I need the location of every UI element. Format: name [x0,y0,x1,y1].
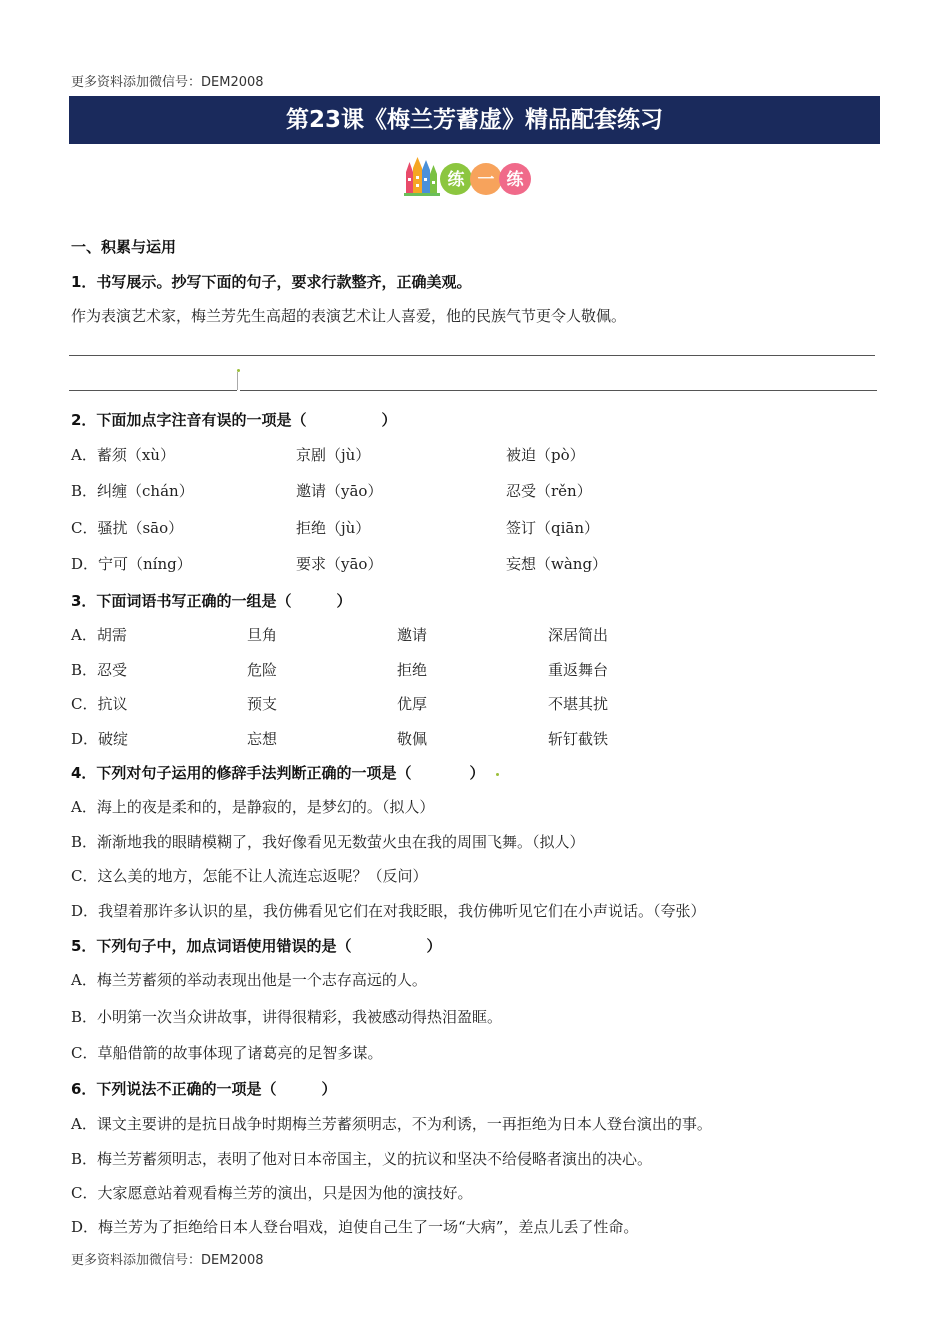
q6-option-a: A．课文主要讲的是抗日战争时期梅兰芳蓄须明志，不为利诱，一再拒绝为日本人登台演出的事。 [71,1115,712,1133]
q2-option-a-1: A．蓄须（xù） [71,446,175,464]
q3-c-2: 预支 [247,695,278,713]
q2-option-d-3: 妄想（wàng） [506,555,608,573]
practice-badge [404,154,534,198]
q2-option-d-2: 要求（yāo） [296,555,383,573]
q6-option-c: C．大家愿意站着观看梅兰芳的演出，只是因为他的演技好。 [71,1184,473,1202]
badge-char-3: 练 [506,170,524,190]
marker-dot [237,369,240,372]
q6-option-b: B．梅兰芳蓄须明志，表明了他对日本帝国主，义的抗议和坚决不给侵略者演出的决心。 [71,1150,653,1168]
q3-d-2: 忘想 [247,730,278,748]
q3-a-2: 旦角 [247,626,278,644]
page-title: 第23课《梅兰芳蓄虚》精品配套练习 [69,96,880,144]
question-4-stem [71,762,484,783]
q3-c-1: C．抗议 [71,695,128,713]
q3-d-3: 敬佩 [397,730,428,748]
question-4-stem-start: 4．下列对句子运用的修辞手法判断正确的一项是（ [71,764,412,782]
q4-option-d: D．我望着那许多认识的星，我仿佛看见它们在对我眨眼，我仿佛听见它们在小声说话。（夸张） [71,902,706,920]
q4-option-a: A．海上的夜是柔和的，是静寂的，是梦幻的。（拟人） [71,798,435,816]
q5-option-b: B．小明第一次当众讲故事，讲得很精彩，我被感动得热泪盈眶。 [71,1008,503,1026]
header-note: 更多资料添加微信号：DEM2008 [71,75,264,90]
q3-b-3: 拒绝 [397,661,428,679]
writing-line[interactable] [240,390,877,391]
section-heading: 一、积累与运用 [71,238,177,256]
question-1-stem: 1．书写展示。抄写下面的句子，要求行款整齐，正确美观。 [71,273,472,291]
writing-line[interactable] [69,390,237,391]
q6-option-d: D．梅兰芳为了拒绝给日本人登台唱戏，迫使自己生了一场“大病”，差点儿丢了性命。 [71,1218,639,1236]
q2-option-c-2: 拒绝（jù） [296,519,371,537]
question-4-stem-end: ） [469,764,485,782]
question-2-stem: 2．下面加点字注音有误的一项是（ ） [71,411,397,429]
q2-option-a-2: 京剧（jù） [296,446,371,464]
question-1-sentence: 作为表演艺术家，梅兰芳先生高超的表演艺术让人喜爱，他的民族气节更令人敬佩。 [71,307,627,325]
q2-option-d-1: D．宁可（níng） [71,555,192,573]
q2-option-b-1: B．纠缠（chán） [71,482,194,500]
q5-option-c: C．草船借箭的故事体现了诸葛亮的足智多谋。 [71,1044,383,1062]
q2-option-b-2: 邀请（yāo） [296,482,383,500]
q3-c-3: 优厚 [397,695,428,713]
q2-option-c-3: 签订（qiān） [506,519,600,537]
q3-c-4: 不堪其扰 [548,695,609,713]
q3-a-3: 邀请 [397,626,428,644]
badge-char-1: 练 [447,170,465,190]
badge-char-2: 一 [477,170,495,190]
q3-b-1: B．忍受 [71,661,128,679]
writing-line[interactable] [69,355,875,356]
school-building-icon [404,157,440,196]
marker-dot [496,773,499,776]
question-3-stem: 3．下面词语书写正确的一组是（ ） [71,592,352,610]
q3-d-4: 斩钉截铁 [548,730,609,748]
question-6-stem: 6．下列说法不正确的一项是（ ） [71,1080,337,1098]
q4-option-c: C．这么美的地方，怎能不让人流连忘返呢？（反问） [71,867,428,885]
q4-option-b: B．渐渐地我的眼睛模糊了，我好像看见无数萤火虫在我的周围飞舞。（拟人） [71,833,585,851]
question-5-stem: 5．下列句子中，加点词语使用错误的是（ ） [71,937,442,955]
q2-option-c-1: C．骚扰（sāo） [71,519,184,537]
footer-note: 更多资料添加微信号：DEM2008 [71,1253,264,1268]
line-divider [237,372,238,390]
q3-a-1: A．胡需 [71,626,127,644]
q3-b-2: 危险 [247,661,278,679]
q3-a-4: 深居简出 [548,626,609,644]
q2-option-b-3: 忍受（rěn） [506,482,592,500]
q5-option-a: A．梅兰芳蓄须的举动表现出他是一个志存高远的人。 [71,971,427,989]
q3-b-4: 重返舞台 [548,661,609,679]
q2-option-a-3: 被迫（pò） [506,446,585,464]
q3-d-1: D．破绽 [71,730,129,748]
